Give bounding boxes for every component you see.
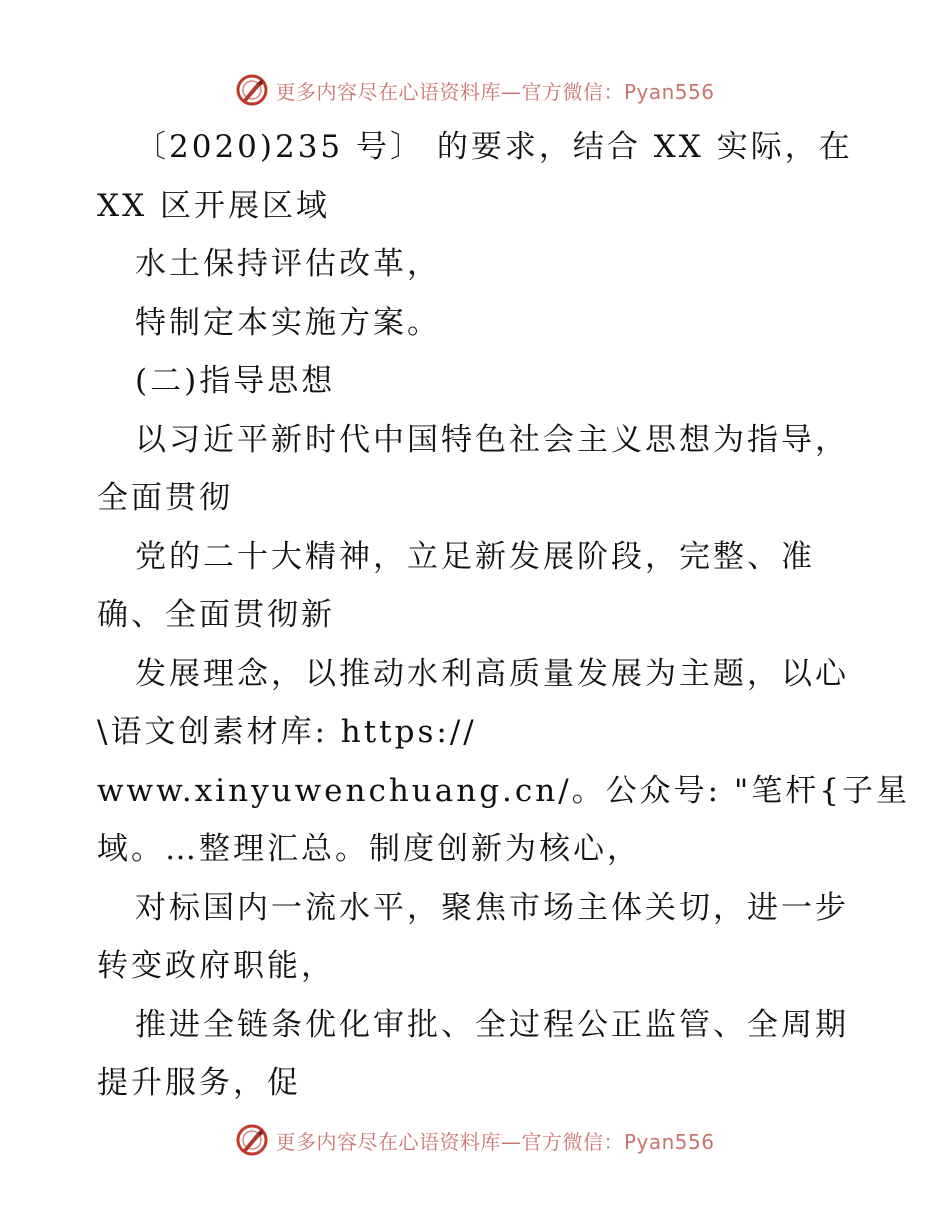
text-line: 发展理念，以推动水利高质量发展为主题，以心 bbox=[135, 655, 849, 692]
text-line: 确、全面贯彻新 bbox=[97, 597, 335, 633]
text-line: 党的二十大精神，立足新发展阶段，完整、准 bbox=[135, 538, 815, 575]
pen-logo-icon bbox=[235, 73, 269, 107]
text-line: (二)指导思想 bbox=[135, 363, 336, 399]
pen-logo-icon bbox=[235, 1123, 269, 1157]
text-line: 推进全链条优化审批、全过程公正监管、全周期 bbox=[135, 1006, 849, 1043]
text-line: www.xinyuwenchuang.cn/。公众号: "笔杆{子星 bbox=[97, 772, 910, 809]
footer-banner-text: 更多内容尽在心语资料库—官方微信：Pyan556 bbox=[275, 1129, 715, 1154]
header-banner-text: 更多内容尽在心语资料库—官方微信：Pyan556 bbox=[275, 79, 715, 104]
text-line: 特制定本实施方案。 bbox=[135, 304, 441, 341]
text-line: 对标国内一流水平，聚焦市场主体关切，进一步 bbox=[135, 889, 849, 926]
text-line: 域。…整理汇总。制度创新为核心， bbox=[97, 831, 641, 867]
footer-banner bbox=[0, 1120, 950, 1160]
text-line: 全面贯彻 bbox=[97, 480, 233, 516]
text-line: 〔2020)235 号〕 的要求，结合 XX 实际，在 bbox=[135, 129, 853, 165]
text-line: 转变政府职能， bbox=[97, 948, 335, 984]
text-line: 提升服务，促 bbox=[97, 1065, 301, 1101]
header-banner bbox=[0, 70, 950, 110]
text-line: XX 区开展区域 bbox=[97, 187, 330, 224]
text-line: 以习近平新时代中国特色社会主义思想为指导， bbox=[135, 421, 849, 458]
document-body bbox=[97, 118, 910, 1113]
text-line: 水土保持评估改革， bbox=[135, 246, 441, 282]
text-line: \语文创素材库: https:// bbox=[97, 714, 477, 750]
